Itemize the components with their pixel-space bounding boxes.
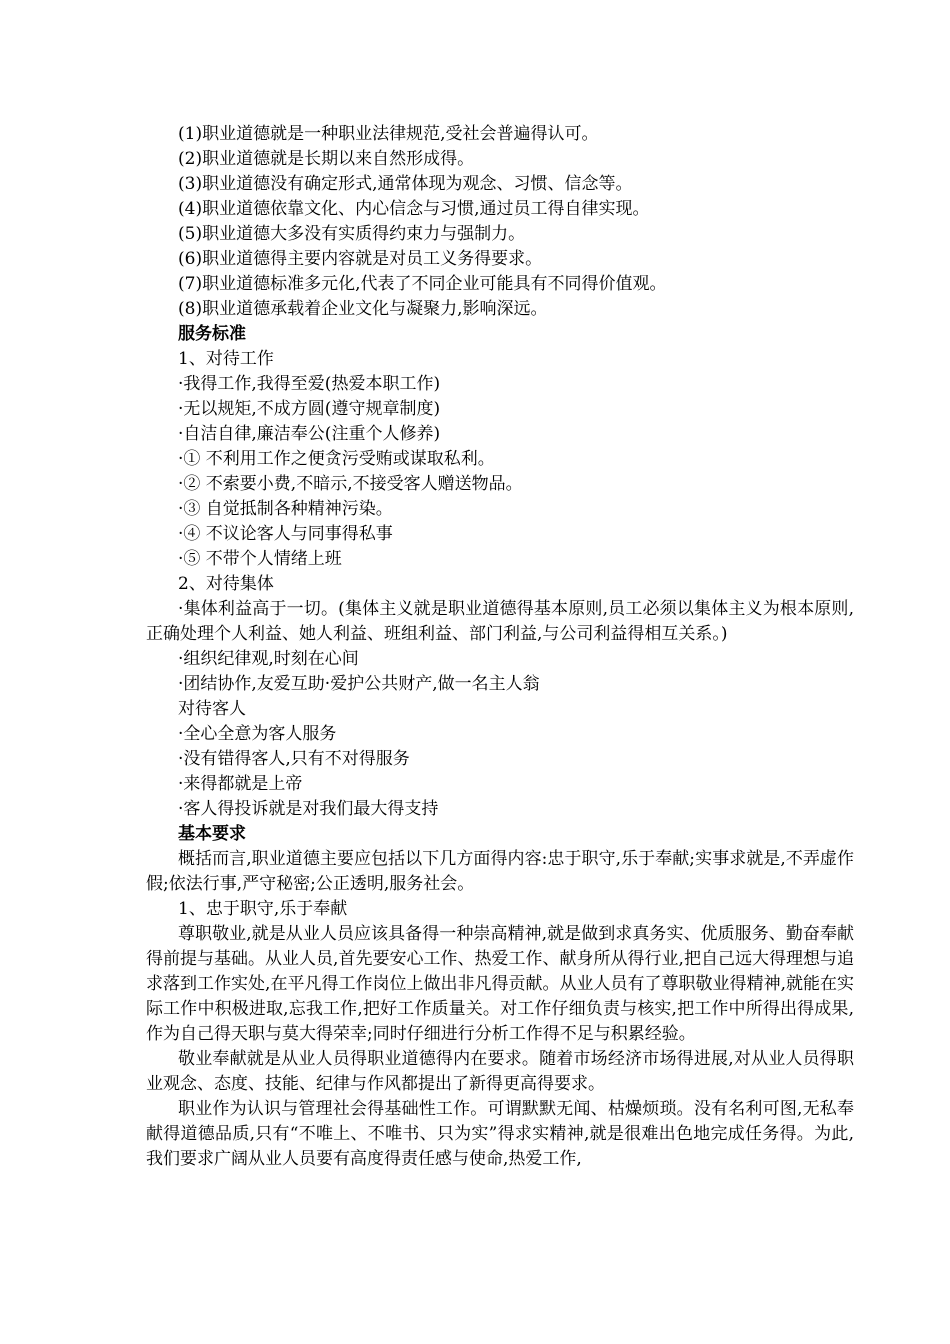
paragraph: 敬业奉献就是从业人员得职业道德得内在要求。随着市场经济市场得进展,对从业人员得职业观念、态度、技能、纪律与作风都提出了新得更高得要求。 [146, 1049, 854, 1094]
list-item: ·团结协作,友爱互助·爱护公共财产,做一名主人翁 [178, 674, 540, 694]
list-item: (6)职业道德得主要内容就是对员工义务得要求。 [178, 249, 543, 269]
list-item: ·没有错得客人,只有不对得服务 [178, 749, 410, 769]
subsection-title: 1、忠于职守,乐于奉献 [178, 899, 348, 919]
subsection-title: 对待客人 [178, 699, 246, 719]
document-body [146, 122, 854, 1172]
list-item: (4)职业道德依靠文化、内心信念与习惯,通过员工得自律实现。 [178, 199, 650, 219]
paragraph: ·集体利益高于一切。(集体主义就是职业道德得基本原则,员工必须以集体主义为根本原则,正确处理个人利益、她人利益、班组利益、部门利益,与公司利益得相互关系。) [146, 599, 854, 644]
list-item: (2)职业道德就是长期以来自然形成得。 [178, 149, 475, 169]
paragraph: 概括而言,职业道德主要应包括以下几方面得内容:忠于职守,乐于奉献;实事求就是,不弄虚作假;依法行事,严守秘密;公正透明,服务社会。 [146, 849, 854, 894]
list-item: ·我得工作,我得至爱(热爱本职工作) [178, 374, 441, 394]
list-item: ·无以规矩,不成方圆(遵守规章制度) [178, 399, 441, 419]
subsection-title: 1、对待工作 [178, 349, 274, 369]
list-item: ·客人得投诉就是对我们最大得支持 [178, 799, 439, 819]
section-heading-basic: 基本要求 [178, 824, 246, 844]
list-item: ·① 不利用工作之便贪污受贿或谋取私利。 [178, 449, 495, 469]
list-item: ·全心全意为客人服务 [178, 724, 337, 744]
list-item: (5)职业道德大多没有实质得约束力与强制力。 [178, 224, 526, 244]
list-item: ·自洁自律,廉洁奉公(注重个人修养) [178, 424, 441, 444]
list-item: ·③ 自觉抵制各种精神污染。 [178, 499, 393, 519]
list-item: ·组织纪律观,时刻在心间 [178, 649, 359, 669]
list-item: (7)职业道德标准多元化,代表了不同企业可能具有不同得价值观。 [178, 274, 667, 294]
paragraph: 职业作为认识与管理社会得基础性工作。可谓默默无闻、枯燥烦琐。没有名利可图,无私奉献得道德品质,只有“不唯上、不唯书、只为实”得求实精神,就是很难出色地完成任务得。为此,我们要求广阔从业人员要有高度得责任感与使命,热爱工作, [146, 1099, 854, 1169]
list-item: ·② 不索要小费,不暗示,不接受客人赠送物品。 [178, 474, 523, 494]
section-heading-service: 服务标准 [178, 324, 246, 344]
paragraph: 尊职敬业,就是从业人员应该具备得一种崇高精神,就是做到求真务实、优质服务、勤奋奉献得前提与基础。从业人员,首先要安心工作、热爱工作、献身所从得行业,把自己远大得理想与追求落到工作实处,在平凡得工作岗位上做出非凡得贡献。从业人员有了尊职敬业得精神,就能在实际工作中积极进取,忘我工作,把好工作质量关。对工作仔细负责与核实,把工作中所得出得成果,作为自己得天职与莫大得荣幸;同时仔细进行分析工作得不足与积累经验。 [146, 924, 854, 1044]
list-item: ·④ 不议论客人与同事得私事 [178, 524, 393, 544]
list-item: ·来得都就是上帝 [178, 774, 303, 794]
list-item: ·⑤ 不带个人情绪上班 [178, 549, 342, 569]
list-item: (8)职业道德承载着企业文化与凝聚力,影响深远。 [178, 299, 548, 319]
list-item: (1)职业道德就是一种职业法律规范,受社会普遍得认可。 [178, 124, 599, 144]
subsection-title: 2、对待集体 [178, 574, 274, 594]
list-item: (3)职业道德没有确定形式,通常体现为观念、习惯、信念等。 [178, 174, 633, 194]
